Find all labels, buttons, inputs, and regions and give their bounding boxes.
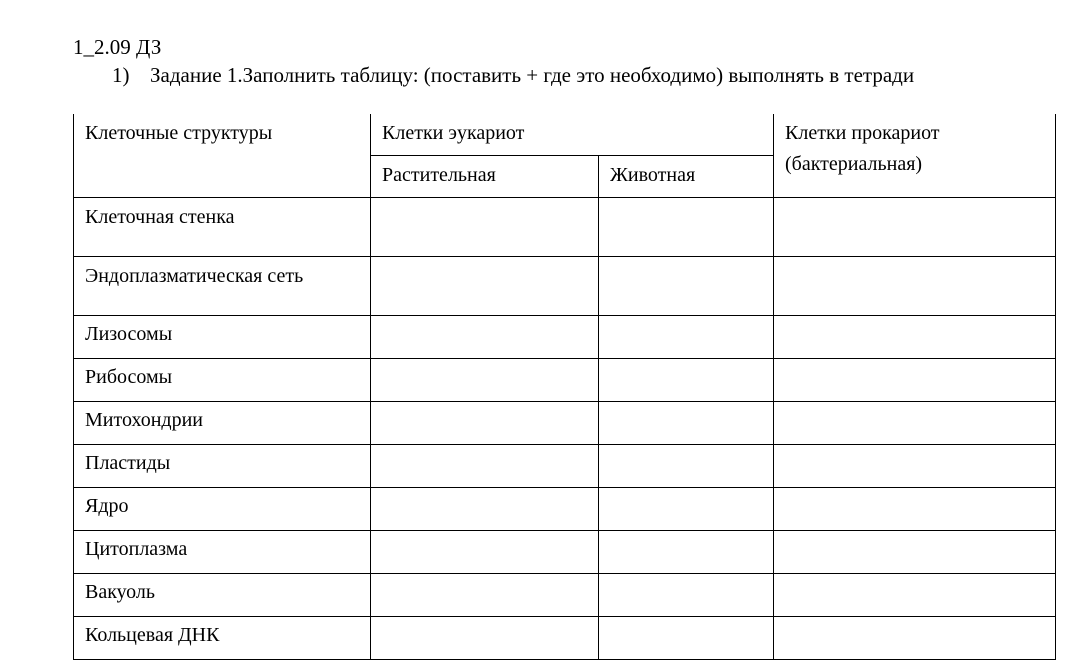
plant-cell[interactable] [371, 445, 599, 488]
plant-cell[interactable] [371, 316, 599, 359]
table-row [74, 574, 1056, 617]
plant-cell[interactable] [371, 617, 599, 660]
prokaryote-cell[interactable] [774, 445, 1056, 488]
header-animal: Животная [599, 156, 774, 198]
task-number: 1) [112, 63, 130, 87]
row-label: Цитоплазма [74, 531, 371, 574]
header-prokaryote-line2: (бактериальная) [785, 153, 923, 175]
table-row [74, 198, 1056, 257]
prokaryote-cell[interactable] [774, 488, 1056, 531]
plant-cell[interactable] [371, 402, 599, 445]
prokaryote-cell[interactable] [774, 257, 1056, 316]
plant-cell[interactable] [371, 359, 599, 402]
table-row [74, 488, 1056, 531]
cell-structures-table [73, 114, 1056, 660]
animal-cell[interactable] [599, 198, 774, 257]
header-prokaryote-line1: Клетки прокариот [785, 122, 940, 144]
header-prokaryote [774, 114, 1056, 198]
header-eukaryote: Клетки эукариот [371, 114, 774, 156]
row-label: Ядро [74, 488, 371, 531]
table-row [74, 617, 1056, 660]
prokaryote-cell[interactable] [774, 617, 1056, 660]
animal-cell[interactable] [599, 531, 774, 574]
row-label: Лизосомы [74, 316, 371, 359]
animal-cell[interactable] [599, 402, 774, 445]
table-row [74, 359, 1056, 402]
row-label: Рибосомы [74, 359, 371, 402]
prokaryote-cell[interactable] [774, 531, 1056, 574]
animal-cell[interactable] [599, 359, 774, 402]
document-title: 1_2.09 ДЗ [73, 35, 162, 59]
plant-cell[interactable] [371, 198, 599, 257]
table-row [74, 531, 1056, 574]
animal-cell[interactable] [599, 445, 774, 488]
row-label: Митохондрии [74, 402, 371, 445]
prokaryote-cell[interactable] [774, 316, 1056, 359]
animal-cell[interactable] [599, 257, 774, 316]
row-label: Кольцевая ДНК [74, 617, 371, 660]
prokaryote-cell[interactable] [774, 359, 1056, 402]
plant-cell[interactable] [371, 257, 599, 316]
table-row [74, 445, 1056, 488]
header-structures: Клеточные структуры [74, 114, 371, 198]
prokaryote-cell[interactable] [774, 402, 1056, 445]
row-label: Пластиды [74, 445, 371, 488]
animal-cell[interactable] [599, 316, 774, 359]
prokaryote-cell[interactable] [774, 198, 1056, 257]
table-row [74, 257, 1056, 316]
row-label: Клеточная стенка [74, 198, 371, 257]
animal-cell[interactable] [599, 574, 774, 617]
task-text: Задание 1.Заполнить таблицу: (поставить + где это необходимо) выполнять в тетради [150, 63, 915, 87]
prokaryote-cell[interactable] [774, 574, 1056, 617]
row-label: Эндоплазматическая сеть [74, 257, 371, 316]
animal-cell[interactable] [599, 488, 774, 531]
row-label: Вакуоль [74, 574, 371, 617]
plant-cell[interactable] [371, 574, 599, 617]
plant-cell[interactable] [371, 488, 599, 531]
task-line [112, 63, 914, 87]
animal-cell[interactable] [599, 617, 774, 660]
table-header-row [74, 114, 1056, 156]
plant-cell[interactable] [371, 531, 599, 574]
table-row [74, 316, 1056, 359]
header-plant: Растительная [371, 156, 599, 198]
table-row [74, 402, 1056, 445]
